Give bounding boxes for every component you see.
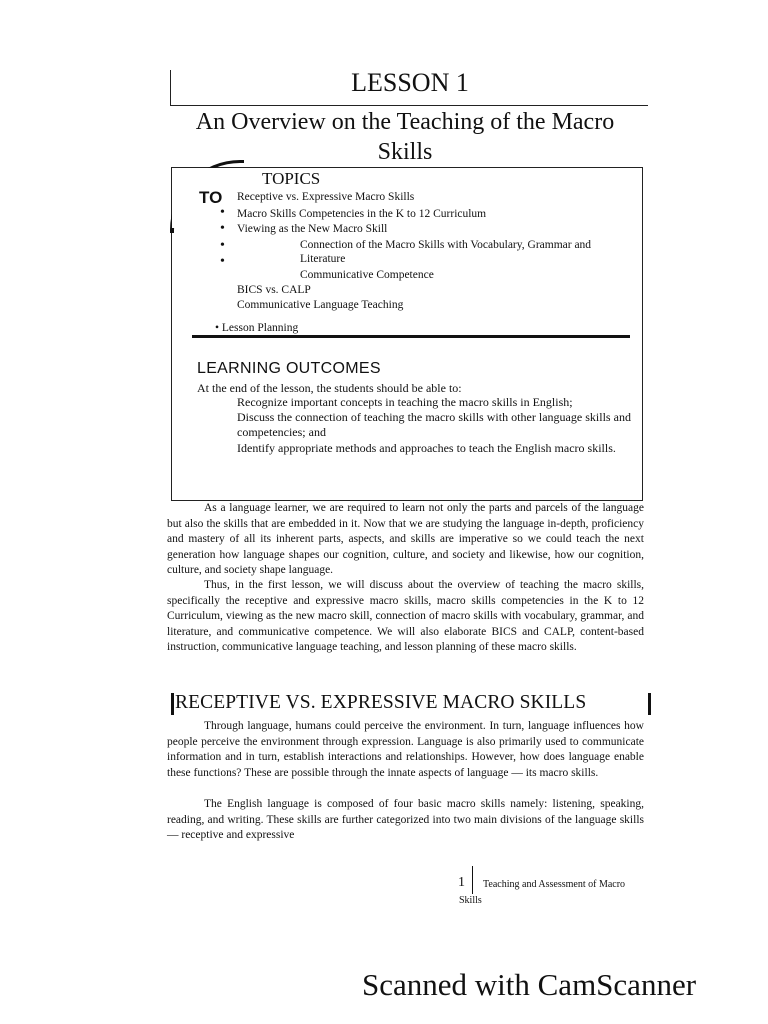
section-heading: RECEPTIVE VS. EXPRESSIVE MACRO SKILLS [175, 692, 587, 713]
topic-item: Communicative Competence [300, 269, 434, 281]
header-horizontal-rule [170, 105, 648, 106]
learning-outcome-item: Identify appropriate methods and approaches to teach the English macro skills. [237, 441, 616, 455]
topics-side-label: TO [199, 188, 223, 207]
footer-course-title: Teaching and Assessment of Macro [483, 879, 626, 890]
learning-outcomes-intro: At the end of the lesson, the students should be able to: [197, 381, 462, 395]
bullet-dot: • [220, 221, 225, 236]
learning-outcome-item: Recognize important concepts in teaching the macro skills in English; [237, 395, 573, 409]
lesson-title: LESSON 1 [351, 68, 469, 97]
body-paragraph: Thus, in the first lesson, we will discuss about the overview of teaching the macro skills, specifically the receptive and expressive macro skills, macro skills competencies in the K to 12 Curriculum, viewing as the new macro skill, connection of macro skills with vocabulary, grammar, and literature, and communicative competence. We will also elaborate BICS and CALP, content-based instruction, communicative language teaching, and lesson planning of these macro skills. [167, 579, 644, 654]
footer-course-title-cont: Skills [459, 895, 482, 906]
topic-item: Connection of the Macro Skills with Vocabulary, Grammar and Literature [300, 239, 592, 265]
section-paragraph: The English language is composed of four basic macro skills namely: listening, speaking, reading, and writing. These skills are further categorized into two main divisions of the language skills — receptive and expressive [167, 798, 644, 842]
topic-item: Communicative Language Teaching [237, 299, 404, 311]
topic-item: Macro Skills Competencies in the K to 12 Curriculum [237, 208, 487, 220]
bullet-dot: • [220, 238, 225, 253]
scanner-watermark: Scanned with CamScanner [362, 967, 697, 1002]
topics-divider [192, 335, 630, 338]
topics-heading: TOPICS [262, 169, 321, 188]
learning-outcomes-heading: LEARNING OUTCOMES [197, 360, 381, 377]
bullet-dot: • [220, 254, 225, 269]
topic-item: Viewing as the New Macro Skill [237, 223, 388, 235]
bullet-dot: • [220, 205, 225, 220]
body-paragraph: As a language learner, we are required to learn not only the parts and parcels of the language but also the skills that are embedded in it. Now that we are studying the language in-depth, proficiency and mastery of all its inherent parts, aspects, and skills are imperative so we could teach the next generation how language shapes our cognition, culture, and society and likewise, how our cognition, culture, and society shape language. [167, 502, 644, 577]
header-vertical-rule [170, 70, 171, 106]
topic-item: Receptive vs. Expressive Macro Skills [237, 191, 415, 203]
learning-outcome-item: Discuss the connection of teaching the macro skills with other language skills and competencies; and [237, 410, 631, 439]
topic-item: BICS vs. CALP [237, 284, 311, 296]
section-paragraph: Through language, humans could perceive the environment. In turn, language influences how people perceive the environment through expression. Language is also primarily used to communicate information and in turn, establish interactions and relationships. However, how does language enable these functions? These are possible through the innate aspects of language — its macro skills. [167, 720, 644, 779]
topic-item: • Lesson Planning [215, 322, 299, 334]
footer-divider [472, 866, 473, 894]
lesson-subtitle: An Overview on the Teaching of the Macro Skills [195, 109, 615, 165]
page-number: 1 [458, 875, 465, 890]
